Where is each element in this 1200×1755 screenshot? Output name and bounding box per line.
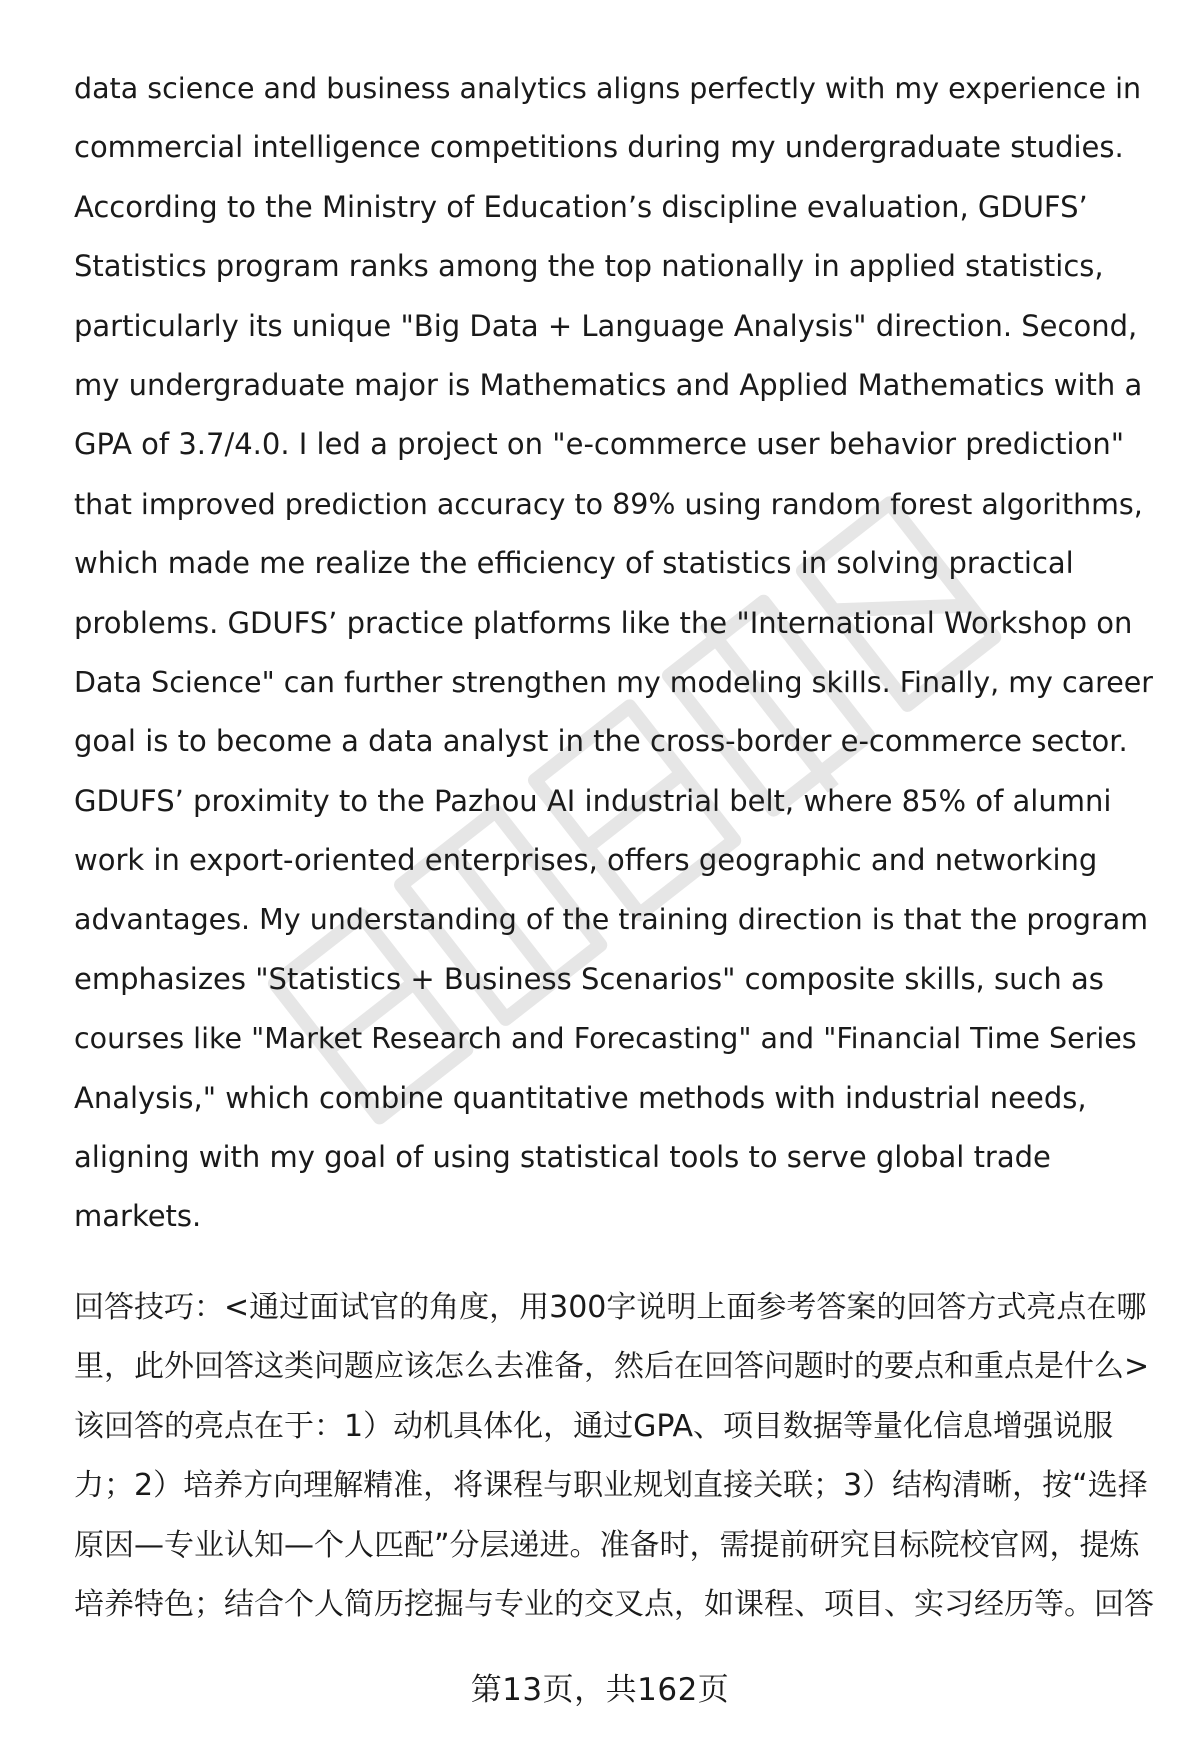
- paragraph-line: courses like "Market Research and Forecasting" and "Financial Time Series: [74, 1022, 1137, 1056]
- paragraph-line: 力；2）培养方向理解精准，将课程与职业规划直接关联；3）结构清晰，按“选择: [74, 1468, 1148, 1504]
- paragraph-line: 回答技巧：<通过面试官的角度，用300字说明上面参考答案的回答方式亮点在哪: [74, 1290, 1147, 1325]
- paragraph-line: emphasizes "Statistics + Business Scenarios" composite skills, such as: [74, 961, 1104, 996]
- paragraph-line: particularly its unique "Big Data + Language Analysis" direction. Second,: [74, 308, 1138, 343]
- paragraph-line: Analysis," which combine quantitative methods with industrial needs,: [74, 1080, 1087, 1115]
- paragraph-line: which made me realize the efficiency of statistics in solving practical: [74, 546, 1074, 581]
- paragraph-line: that improved prediction accuracy to 89% using random forest algorithms,: [74, 487, 1143, 521]
- paragraph-line: GPA of 3.7/4.0. I led a project on "e-commerce user behavior prediction": [74, 427, 1125, 462]
- paragraph-line: problems. GDUFS’ practice platforms like the "International Workshop on: [74, 605, 1133, 640]
- paragraph-line: 原因—专业认知—个人匹配”分层递进。准备时，需提前研究目标院校官网，提炼: [74, 1527, 1140, 1563]
- paragraph-line: advantages. My understanding of the training direction is that the program: [74, 903, 1148, 937]
- english-paragraph: [74, 59, 1154, 1247]
- paragraph-line: 里，此外回答这类问题应该怎么去准备，然后在回答问题时的要点和重点是什么>: [74, 1349, 1150, 1385]
- chinese-paragraph: [74, 1278, 1154, 1634]
- paragraph-line: commercial intelligence competitions during my undergraduate studies.: [74, 130, 1124, 165]
- paragraph-line: According to the Ministry of Education’s discipline evaluation, GDUFS’: [74, 189, 1088, 224]
- paragraph-line: 该回答的亮点在于：1）动机具体化，通过GPA、项目数据等量化信息增强说服: [74, 1408, 1114, 1444]
- page-number-footer: 第13页，共162页: [470, 1672, 730, 1708]
- paragraph-line: data science and business analytics aligns perfectly with my experience in: [74, 72, 1142, 105]
- paragraph-line: my undergraduate major is Mathematics and Applied Mathematics with a: [74, 367, 1143, 402]
- paragraph-line: aligning with my goal of using statistical tools to serve global trade: [74, 1140, 1051, 1175]
- paragraph-line: 培养特色；结合个人简历挖掘与专业的交叉点，如课程、项目、实习经历等。回答: [74, 1586, 1154, 1622]
- paragraph-line: work in export-oriented enterprises, offers geographic and networking: [74, 843, 1098, 878]
- paragraph-line: markets.: [74, 1199, 202, 1234]
- paragraph-line: Statistics program ranks among the top nationally in applied statistics,: [74, 249, 1104, 284]
- paragraph-line: goal is to become a data analyst in the cross-border e-commerce sector.: [74, 724, 1128, 759]
- paragraph-line: GDUFS’ proximity to the Pazhou AI industrial belt, where 85% of alumni: [74, 783, 1112, 818]
- paragraph-line: Data Science" can further strengthen my modeling skills. Finally, my career: [74, 665, 1153, 699]
